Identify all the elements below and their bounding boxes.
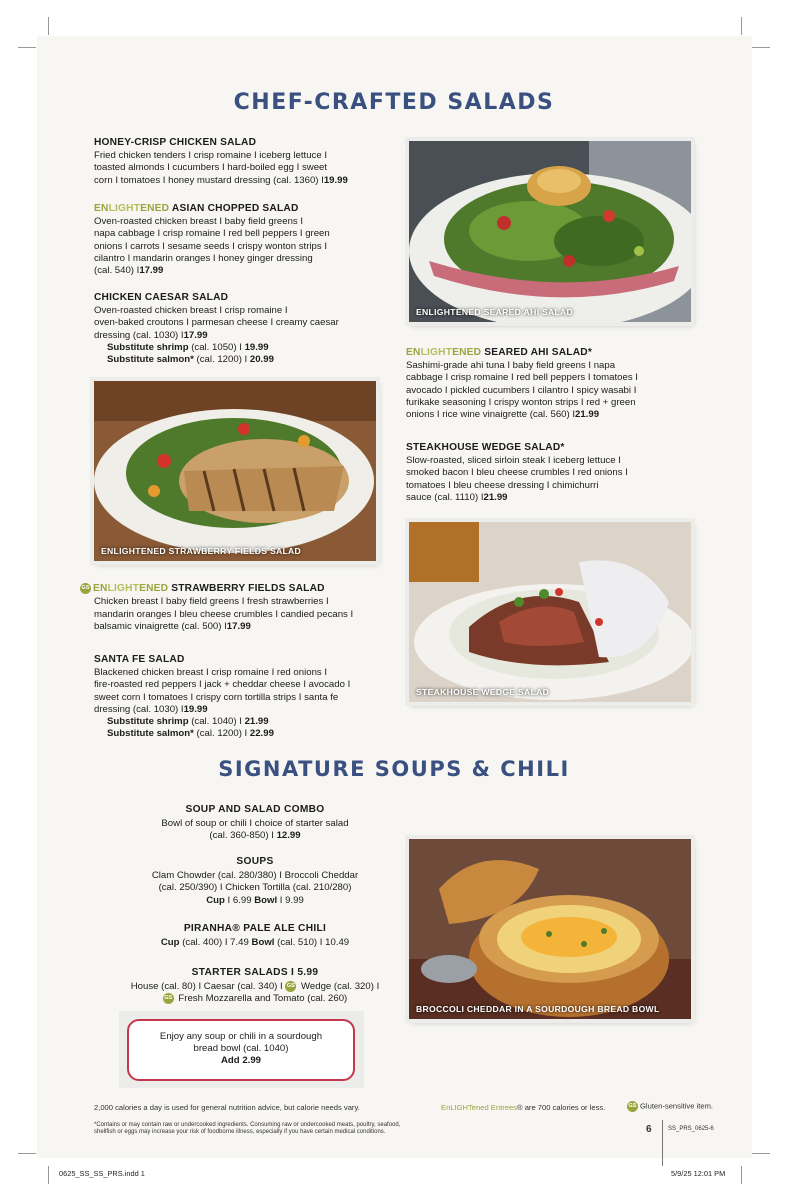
menu-item-steakhouse-wedge — [406, 442, 706, 504]
item-price: 21.99 — [575, 409, 600, 421]
soups-heading: SIGNATURE SOUPS & CHILI — [218, 757, 570, 781]
crop-mark — [48, 1166, 49, 1184]
item-calories: (cal. 360-850) I — [209, 830, 277, 841]
salads-heading: CHEF-CRAFTED SALADS — [233, 90, 555, 115]
menu-item-seared-ahi — [406, 347, 706, 421]
raw-food-disclaimer: *Contains or may contain raw or undercooked ingredients. Consuming raw or undercooked meats, poultry, seafood, shellfish or eggs may increase your risk of foodborne illness, especially if you have certain medical conditions. — [94, 1122, 401, 1136]
photo-caption: ENLIGHTENED SEARED AHI SALAD — [416, 307, 574, 317]
photo-caption: STEAKHOUSE WEDGE SALAD — [416, 687, 550, 697]
item-name: SOUPS — [236, 856, 274, 867]
gluten-note: GS Gluten-sensitive item. — [628, 1101, 714, 1111]
item-price: 17.99 — [183, 329, 208, 341]
gluten-sensitive-icon: GS — [163, 993, 174, 1004]
enlightened-logo-ened: ENED — [140, 203, 170, 214]
substitute-shrimp: Substitute shrimp (cal. 1040) I 21.99 — [107, 716, 269, 728]
item-name: STARTER SALADS — [191, 967, 288, 978]
photo-caption: BROCCOLI CHEDDAR IN A SOURDOUGH BREAD BOWL — [416, 1004, 660, 1014]
crop-mark — [18, 47, 36, 48]
item-price: 19.99 — [323, 174, 348, 186]
enlightened-logo-ened: ENED — [139, 583, 169, 595]
item-name: SANTA FE SALAD — [94, 654, 185, 665]
photo-caption: ENLIGHTENED STRAWBERRY FIELDS SALAD — [101, 546, 302, 556]
enlightened-note: EnLIGHTened Entrees® are 700 calories or less. — [441, 1103, 606, 1112]
menu-item-santa-fe — [94, 654, 404, 740]
menu-item-strawberry-fields — [80, 583, 400, 633]
crop-mark — [741, 1166, 742, 1184]
item-name: SEARED AHI SALAD* — [481, 347, 593, 358]
callout-price: Add 2.99 — [221, 1055, 261, 1067]
substitute-salmon: Substitute salmon* (cal. 1200) I 22.99 — [107, 728, 274, 740]
item-description: Oven-roasted chicken breast I crisp romaine I oven-baked croutons I parmesan cheese I creamy caesar dressing (cal. 1030) I — [94, 305, 339, 341]
item-description: Sashimi-grade ahi tuna I baby field greens I napa cabbage I crisp romaine I red bell peppers I tomatoes I avocado I pickled cucumbers I cilantro I spicy wasabi I furikake seasoning I crispy wonton strips I red + green onions I rice wine vinaigrette (cal. 560) I — [406, 360, 638, 421]
crop-mark — [48, 17, 49, 35]
file-slug: 0625_SS_SS_PRS.indd 1 — [59, 1169, 145, 1178]
crop-mark — [18, 1153, 36, 1154]
salad-image — [409, 141, 691, 322]
soup-image — [409, 839, 691, 1019]
crop-mark — [752, 47, 770, 48]
enlightened-logo-light: LIGHT — [107, 583, 140, 595]
item-description: (cal. 250/390) I Chicken Tortilla (cal. 210/280) — [158, 882, 352, 893]
item-price: 21.99 — [483, 491, 508, 503]
enlightened-logo-light: LIGHT — [108, 203, 141, 214]
callout-text: Enjoy any soup or chili in a sourdough — [159, 1031, 323, 1042]
item-description: Oven-roasted chicken breast I baby field greens I napa cabbage I crisp romaine I red bell peppers I green onions I carrots I sesame seeds I crispy wonton strips I cilantro I mandarin oranges I honey ginger dressing (cal. 540) I — [94, 216, 330, 277]
gluten-sensitive-icon: GS — [285, 981, 296, 992]
item-description: Clam Chowder (cal. 280/380) I Broccoli Cheddar — [151, 869, 359, 881]
item-name: STRAWBERRY FIELDS SALAD — [168, 583, 325, 595]
photo-seared-ahi-salad — [409, 141, 691, 322]
item-description: Chicken breast I baby field greens I fresh strawberries I mandarin oranges I bleu cheese crumbles I candied pecans I balsamic vinaigrette (cal. 500) I — [94, 596, 354, 632]
item-price: 12.99 — [276, 830, 301, 841]
salad-image — [409, 522, 691, 702]
menu-item-asian-chopped — [94, 203, 394, 277]
enlightened-logo: EN — [94, 203, 109, 214]
item-description: Bowl of soup or chili I choice of starter salad — [161, 817, 349, 829]
item-price: 17.99 — [139, 265, 164, 277]
item-price: 17.99 — [226, 620, 251, 632]
item-name: CHICKEN CAESAR SALAD — [94, 292, 229, 303]
item-name: ASIAN CHOPPED SALAD — [169, 203, 299, 214]
item-name: SOUP AND SALAD COMBO — [185, 804, 325, 815]
divider — [662, 1120, 663, 1166]
menu-item-chicken-caesar — [94, 292, 394, 366]
photo-broccoli-cheddar-bread-bowl — [409, 839, 691, 1019]
menu-item-soups: SOUPS Clam Chowder (cal. 280/380) I Broccoli Cheddar (cal. 250/390) I Chicken Tortilla (cal. 210/280) Cup I 6.99 Bowl I 9.99 — [100, 856, 410, 907]
item-name: STEAKHOUSE WEDGE SALAD* — [406, 442, 565, 453]
enlightened-logo-ened: ENED — [452, 347, 482, 358]
menu-item-honey-crisp — [94, 137, 394, 187]
menu-item-starter-salads: STARTER SALADS I 5.99 House (cal. 80) I Caesar (cal. 340) I GS Wedge (cal. 320) I GS Fresh Mozzarella and Tomato (cal. 260) — [130, 967, 380, 1005]
item-description: Slow-roasted, sliced sirloin steak I iceberg lettuce I smoked bacon I bleu cheese crumbles I red onions I tomatoes I bleu cheese dressing I chimichurri sauce (cal. 1110) I — [406, 455, 628, 503]
calorie-note: 2,000 calories a day is used for general nutrition advice, but calorie needs vary. — [94, 1103, 360, 1112]
callout-text: bread bowl (cal. 1040) — [193, 1043, 289, 1055]
menu-item-chili: PIRANHA® PALE ALE CHILI Cup (cal. 400) I 7.49 Bowl (cal. 510) I 10.49 — [100, 923, 410, 949]
page-number: 6 — [646, 1124, 652, 1135]
substitute-salmon: Substitute salmon* (cal. 1200) I 20.99 — [107, 354, 274, 366]
item-price: I 5.99 — [287, 967, 319, 978]
enlightened-logo: EN — [406, 347, 421, 358]
salad-image — [94, 381, 376, 561]
substitute-shrimp: Substitute shrimp (cal. 1050) I 19.99 — [107, 341, 269, 353]
enlightened-logo: EN — [93, 583, 108, 595]
menu-item-soup-salad-combo — [100, 804, 410, 843]
item-description: Blackened chicken breast I crisp romaine I red onions I fire-roasted red peppers I jack + cheddar cheese I avocado I sweet corn I tomatoes I crispy corn tortilla strips I santa fe dressing (cal. 1030) I — [94, 667, 351, 715]
enlightened-logo-light: LIGHT — [420, 347, 453, 358]
bread-bowl-callout — [127, 1019, 355, 1081]
item-description: Fried chicken tenders I crisp romaine I iceberg lettuce I toasted almonds I cucumbers I hard-boiled egg I sweet corn I tomatoes I honey mustard dressing (cal. 1360) I — [94, 150, 328, 186]
date-slug: 5/9/25 12:01 PM — [671, 1169, 726, 1178]
item-price: 19.99 — [183, 703, 208, 715]
page-code: SS_PRS_0625-6 — [668, 1126, 714, 1132]
photo-strawberry-fields-salad — [94, 381, 376, 561]
photo-steakhouse-wedge-salad — [409, 522, 691, 702]
gluten-sensitive-icon: GS — [80, 583, 91, 594]
gluten-sensitive-icon: GS — [627, 1101, 638, 1112]
item-name: PIRANHA® PALE ALE CHILI — [183, 923, 327, 934]
crop-mark — [752, 1153, 770, 1154]
crop-mark — [741, 17, 742, 35]
item-name: HONEY-CRISP CHICKEN SALAD — [94, 137, 257, 148]
